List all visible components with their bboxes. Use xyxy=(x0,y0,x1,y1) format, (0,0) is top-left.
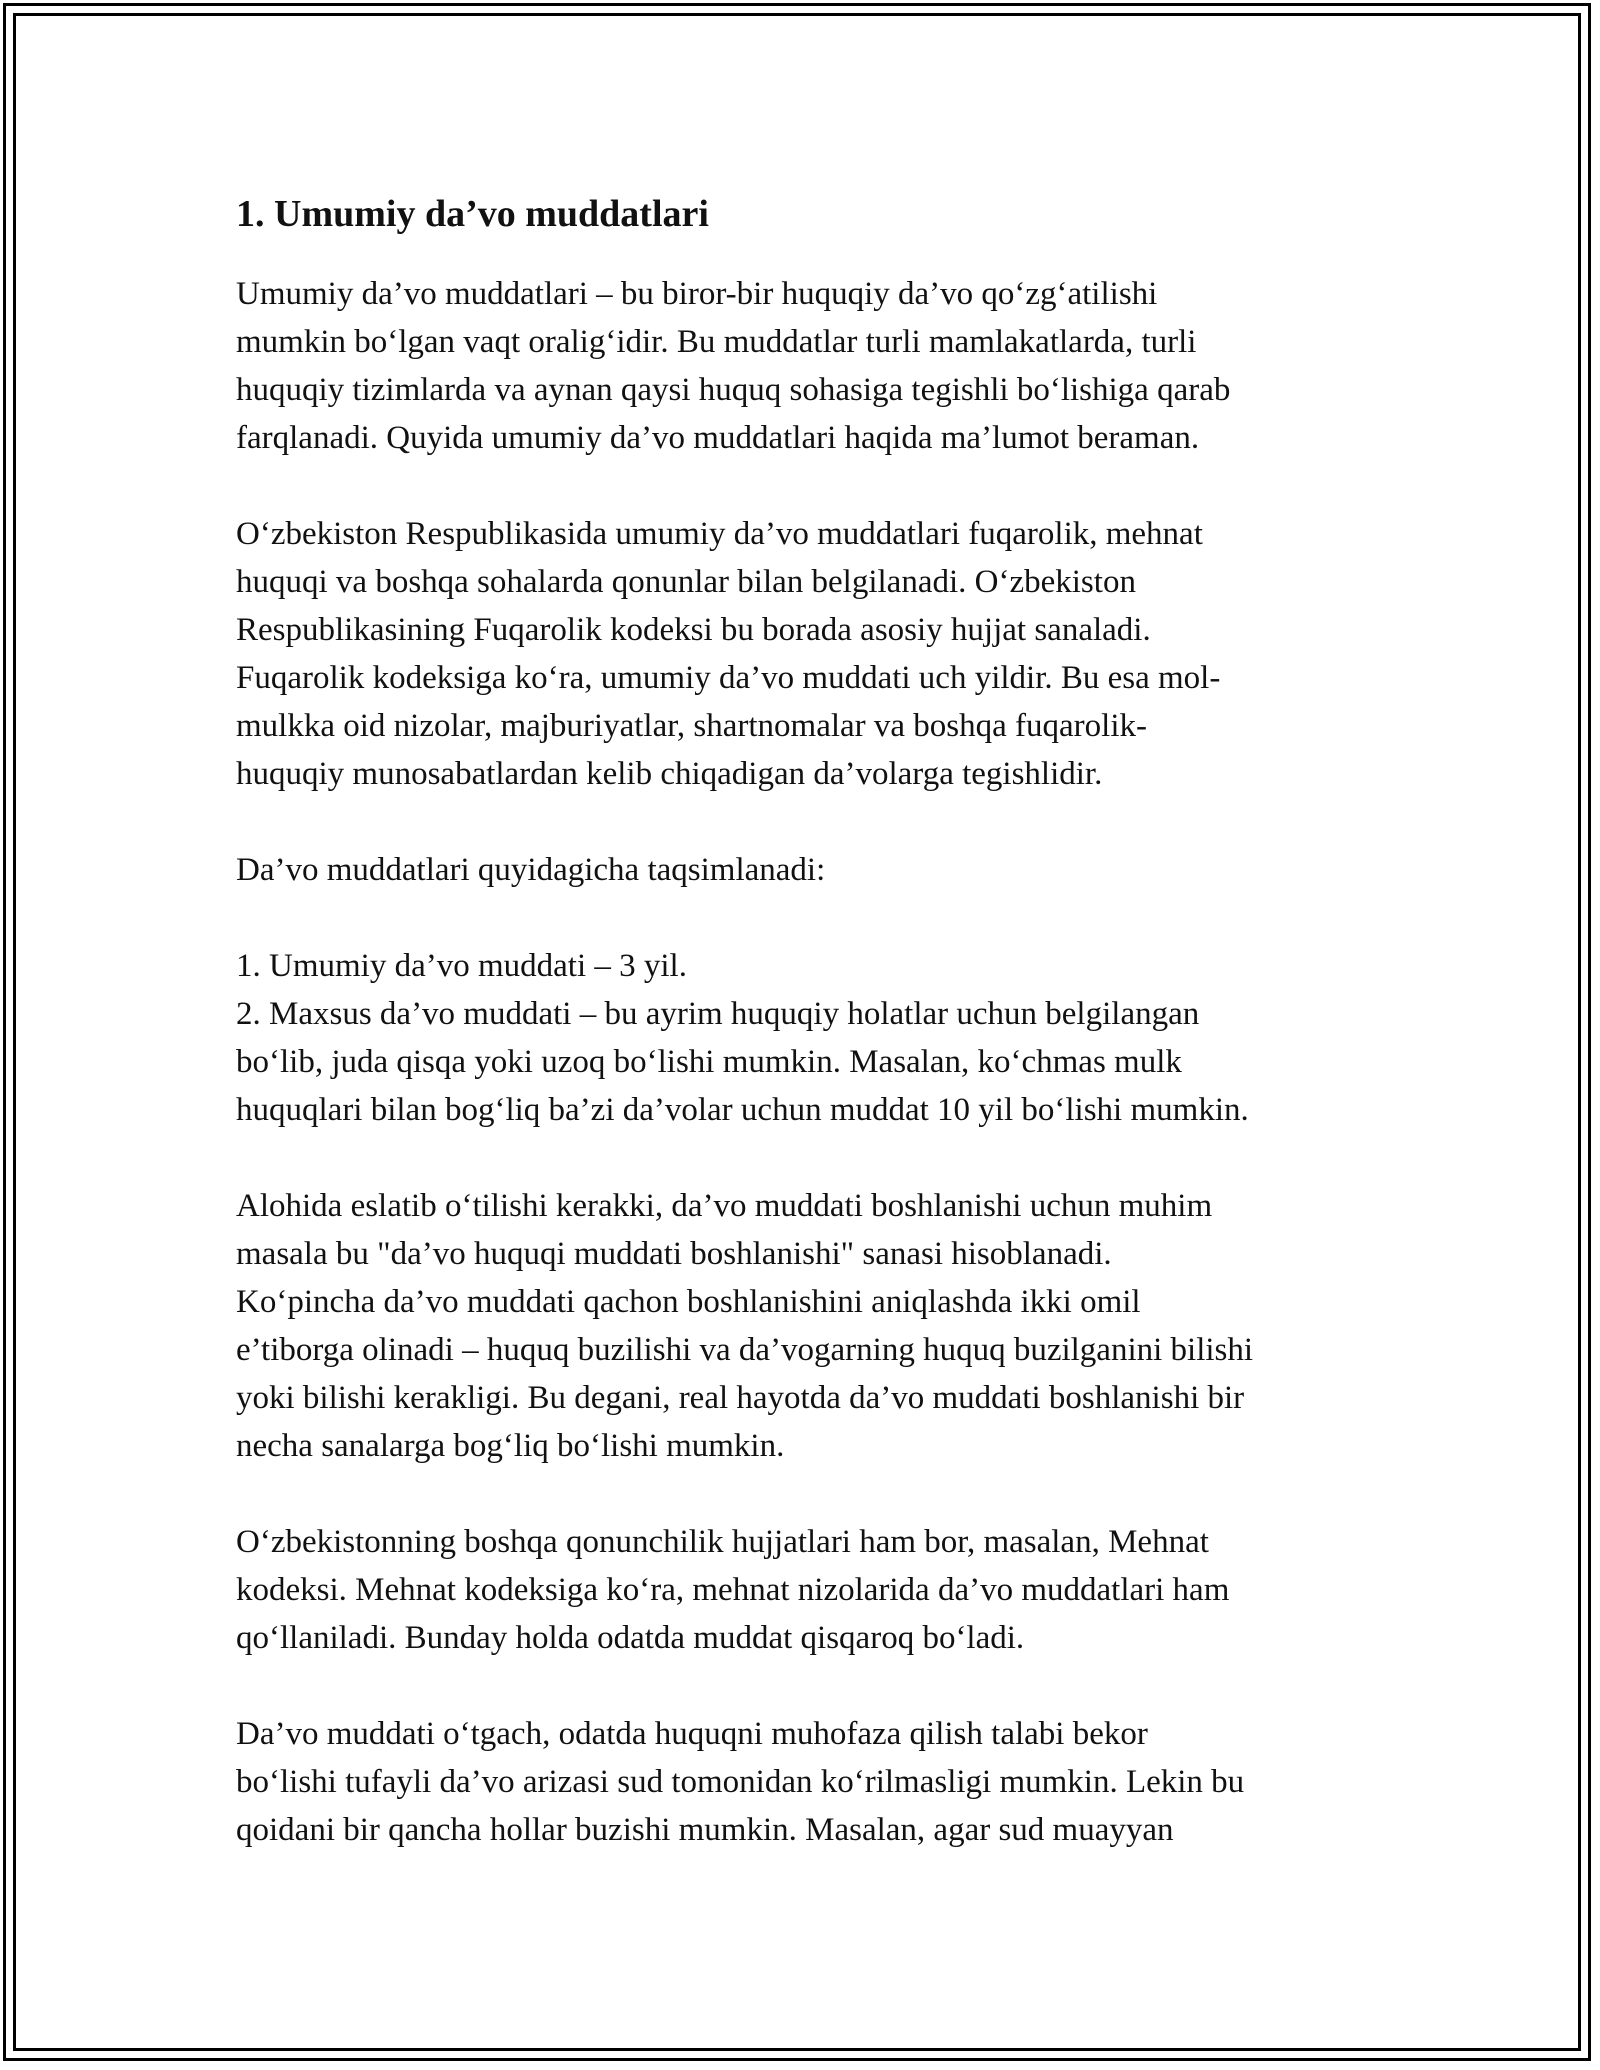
document-body xyxy=(236,186,1386,1902)
paragraph-line: Respublikasining Fuqarolik kodeksi bu borada asosiy hujjat sanaladi. xyxy=(236,612,1151,648)
paragraph-line: e’tiborga olinadi – huquq buzilishi va da’vogarning huquq buzilganini bilishi xyxy=(236,1332,1254,1368)
paragraph-line: 2. Maxsus da’vo muddati – bu ayrim huquqiy holatlar uchun belgilangan xyxy=(236,996,1200,1032)
paragraph xyxy=(236,846,1386,894)
paragraph xyxy=(236,942,1386,1134)
paragraph xyxy=(236,1710,1386,1854)
paragraph-list xyxy=(236,270,1386,1854)
paragraph xyxy=(236,1182,1386,1470)
paragraph-line: Alohida eslatib o‘tilishi kerakki, da’vo muddati boshlanishi uchun muhim xyxy=(236,1188,1213,1224)
paragraph-line: mumkin bo‘lgan vaqt oralig‘idir. Bu muddatlar turli mamlakatlarda, turli xyxy=(236,324,1197,360)
paragraph-line: farqlanadi. Quyida umumiy da’vo muddatlari haqida ma’lumot beraman. xyxy=(236,420,1200,456)
paragraph xyxy=(236,270,1386,462)
paragraph-line: Fuqarolik kodeksiga ko‘ra, umumiy da’vo muddati uch yildir. Bu esa mol- xyxy=(236,660,1221,696)
paragraph-line: kodeksi. Mehnat kodeksiga ko‘ra, mehnat nizolarida da’vo muddatlari ham xyxy=(236,1572,1230,1608)
paragraph-line: O‘zbekiston Respublikasida umumiy da’vo muddatlari fuqarolik, mehnat xyxy=(236,516,1203,552)
paragraph-line: yoki bilishi kerakligi. Bu degani, real hayotda da’vo muddati boshlanishi bir xyxy=(236,1380,1245,1416)
paragraph-line: huquqlari bilan bog‘liq ba’zi da’volar uchun muddat 10 yil bo‘lishi mumkin. xyxy=(236,1092,1249,1128)
paragraph-line: qoidani bir qancha hollar buzishi mumkin. Masalan, agar sud muayyan xyxy=(236,1812,1174,1848)
paragraph-line: mulkka oid nizolar, majburiyatlar, shartnomalar va boshqa fuqarolik- xyxy=(236,708,1147,744)
paragraph-line: necha sanalarga bog‘liq bo‘lishi mumkin. xyxy=(236,1428,785,1464)
paragraph-line: O‘zbekistonning boshqa qonunchilik hujjatlari ham bor, masalan, Mehnat xyxy=(236,1524,1209,1560)
paragraph-line: masala bu "da’vo huquqi muddati boshlanishi" sanasi hisoblanadi. xyxy=(236,1236,1112,1272)
paragraph-line: Da’vo muddatlari quyidagicha taqsimlanadi: xyxy=(236,852,826,888)
section-heading: 1. Umumiy da’vo muddatlari xyxy=(236,193,709,235)
paragraph-line: Umumiy da’vo muddatlari – bu biror-bir huquqiy da’vo qo‘zg‘atilishi xyxy=(236,276,1158,312)
paragraph xyxy=(236,1518,1386,1662)
paragraph-line: Da’vo muddati o‘tgach, odatda huquqni muhofaza qilish talabi bekor xyxy=(236,1716,1148,1752)
paragraph-line: bo‘lib, juda qisqa yoki uzoq bo‘lishi mumkin. Masalan, ko‘chmas mulk xyxy=(236,1044,1182,1080)
paragraph-line: bo‘lishi tufayli da’vo arizasi sud tomonidan ko‘rilmasligi mumkin. Lekin bu xyxy=(236,1764,1245,1800)
paragraph-line: huquqi va boshqa sohalarda qonunlar bilan belgilanadi. O‘zbekiston xyxy=(236,564,1136,600)
paragraph-line: qo‘llaniladi. Bunday holda odatda muddat qisqaroq bo‘ladi. xyxy=(236,1620,1025,1656)
paragraph-line: huquqiy munosabatlardan kelib chiqadigan da’volarga tegishlidir. xyxy=(236,756,1103,792)
paragraph-line: huquqiy tizimlarda va aynan qaysi huquq sohasiga tegishli bo‘lishiga qarab xyxy=(236,372,1231,408)
paragraph xyxy=(236,510,1386,798)
paragraph-line: Ko‘pincha da’vo muddati qachon boshlanishini aniqlashda ikki omil xyxy=(236,1284,1141,1320)
paragraph-line: 1. Umumiy da’vo muddati – 3 yil. xyxy=(236,948,687,984)
